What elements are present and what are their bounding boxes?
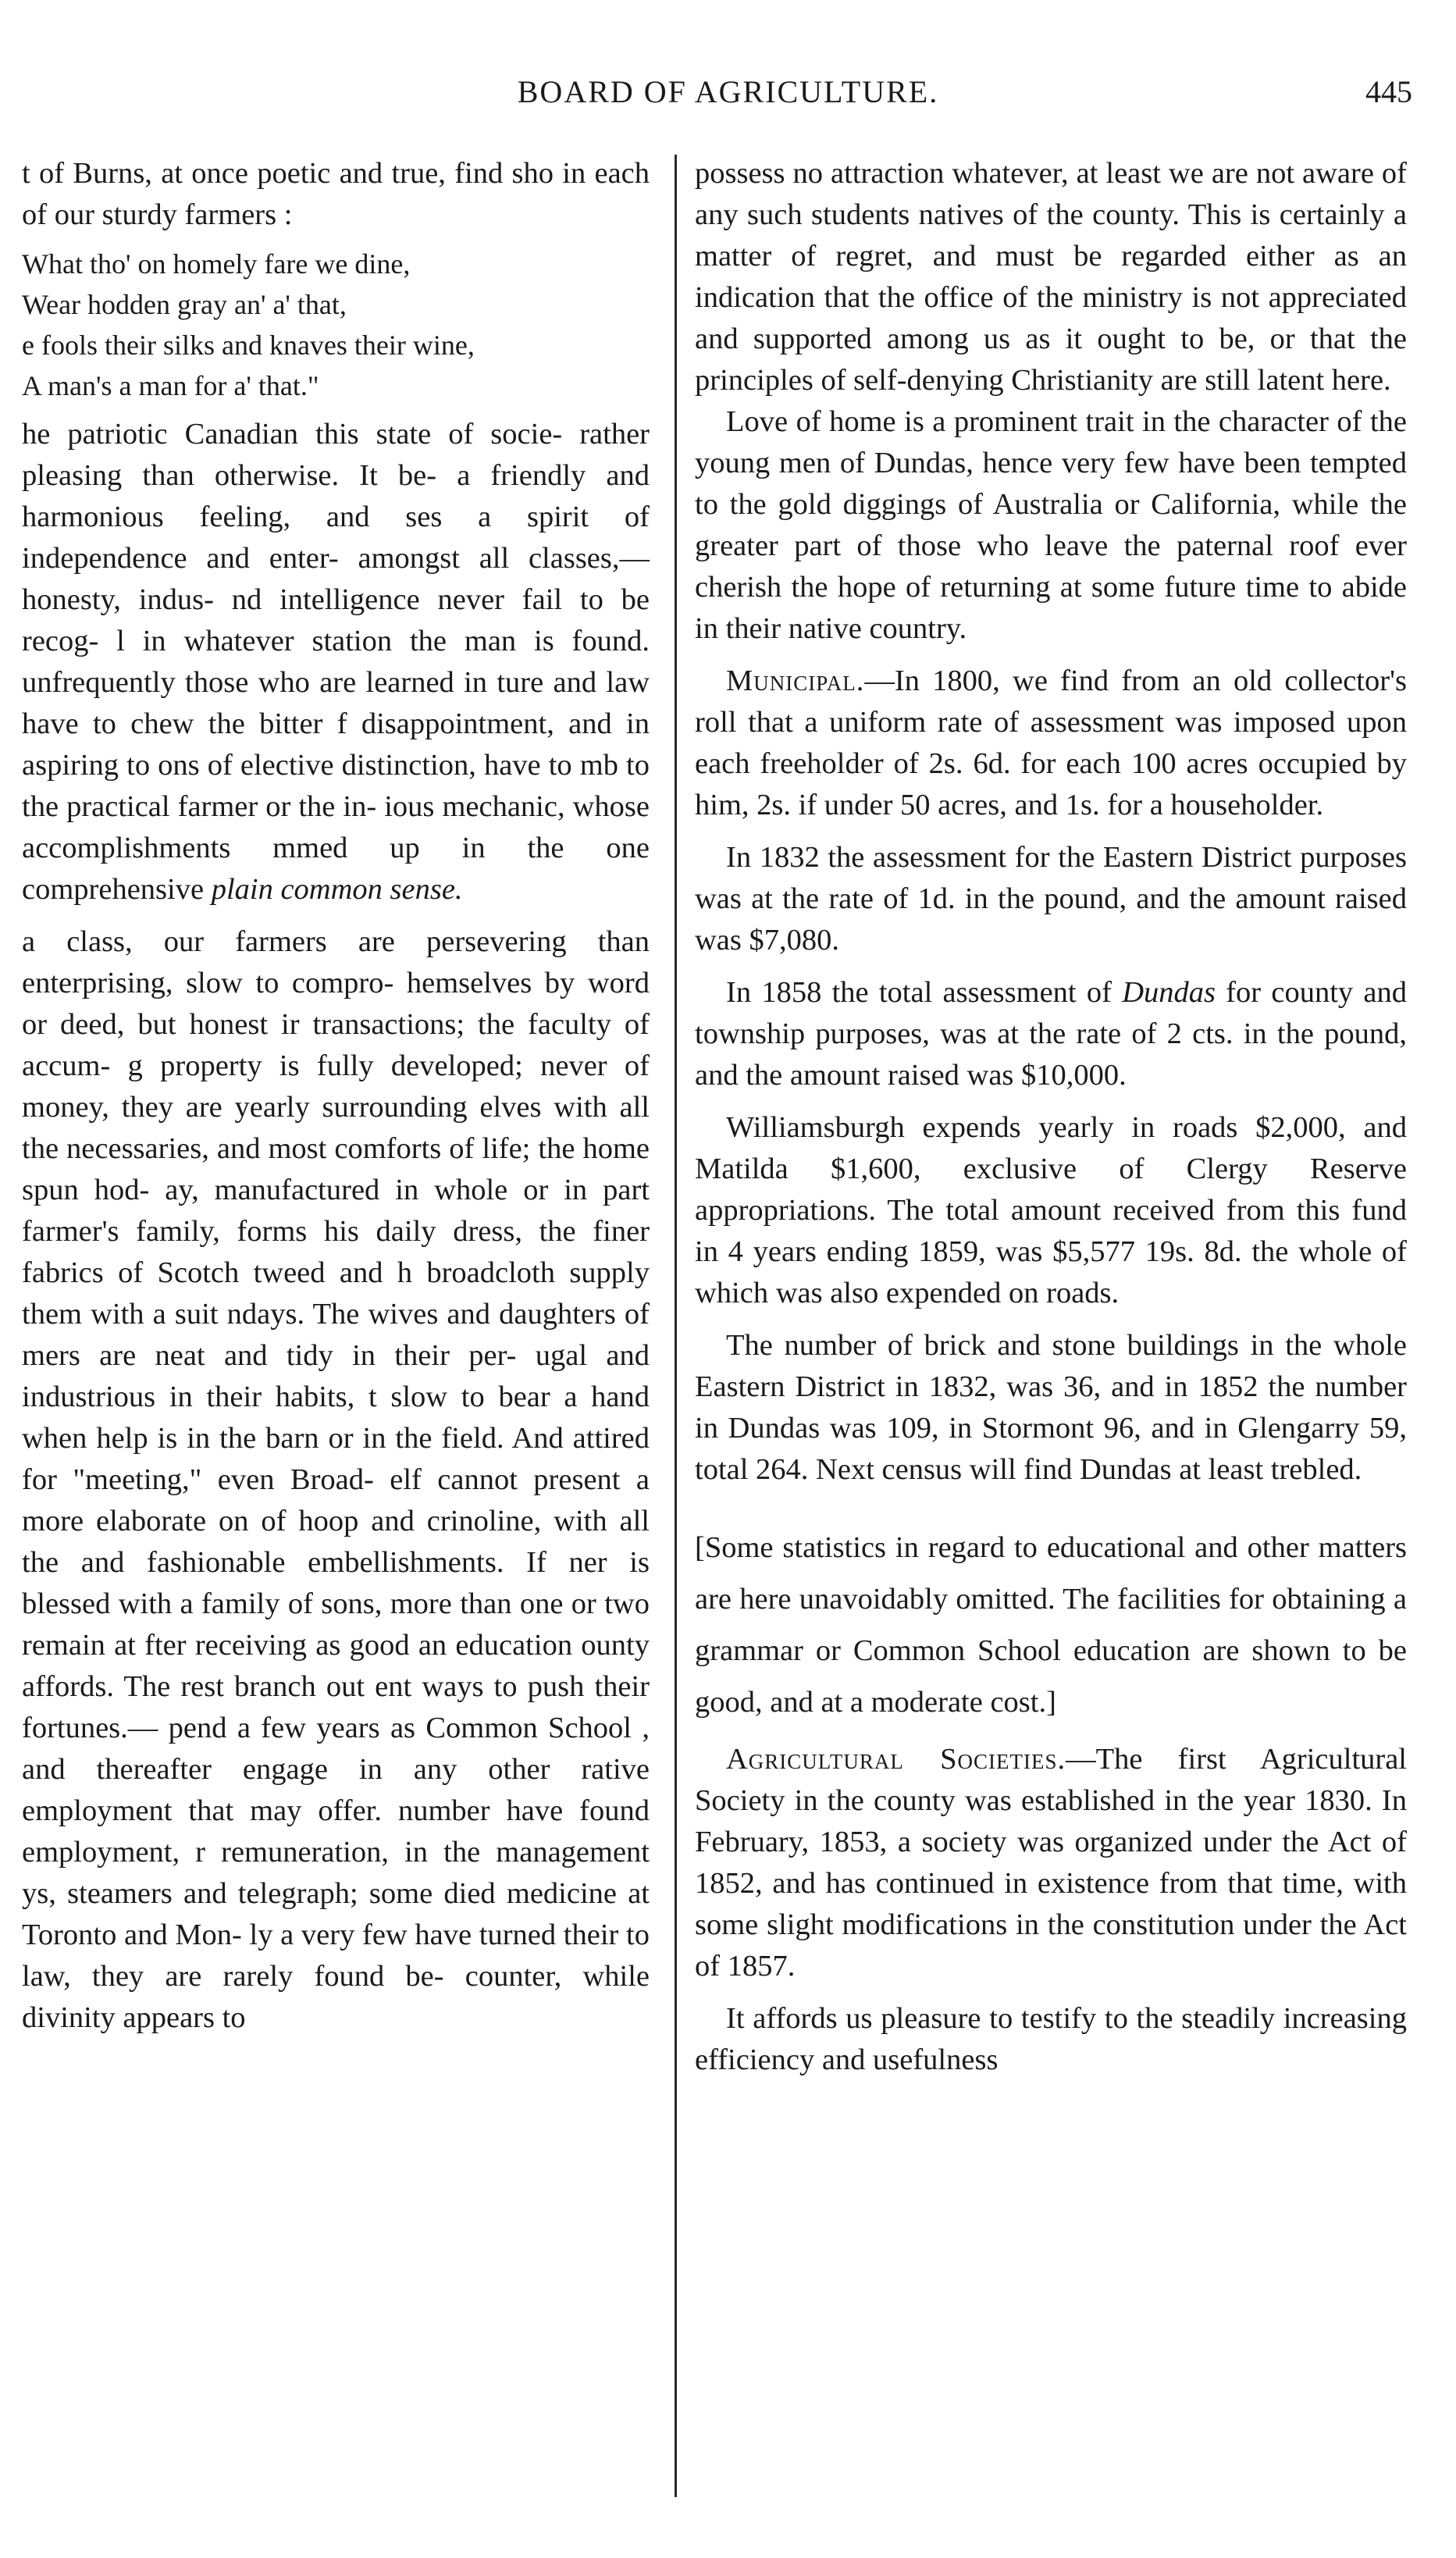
right-paragraph-1: possess no attraction whatever, at least we are not aware of any such students natives of the county. This is certainly a matter of regret, and must be regarded either as an indication that the office of the ministry is not appreciated and supported among us as it ought to be, or that the principles of self-denying Christianity are still latent here. [695,157,1407,397]
right-paragraph-7: The number of brick and stone buildings in the whole Eastern District in 1832, was 36, and in 1852 the number in Dundas was 109, in Stormont 96, and in Glengarry 59, total 264. Next census will find Dundas at least trebled. [695,1329,1407,1486]
left-paragraph-1: t of Burns, at once poetic and true, find sho in each of our sturdy farmers : [22,157,650,231]
running-title: BOARD OF AGRICULTURE. [517,74,939,109]
right-paragraph-5 [695,972,1407,1096]
column-divider [675,155,677,2497]
page-number: 445 [1365,74,1412,109]
verse-line-2: Wear hodden gray an' a' that, [22,289,347,320]
left-paragraph-3: a class, our farmers are persevering than enterprising, slow to compro- hemselves by word or deed, but honest ir transactions; the faculty of accum- g property is fully developed; never of money, they are yearly surrounding elves with all the necessaries, and most comforts of life; the home spun hod- ay, manufactured in whole or in part farmer's family, forms his daily dress, the finer fabrics of Scotch tweed and h broadcloth supply them with a suit ndays. The wives and daughters of mers are neat and tidy in their per- ugal and industrious in their habits, t slow to bear a hand when help is in the barn or in the field. And attired for "meeting," even Broad- elf cannot present a more elaborate on of hoop and crinoline, with all the and fashionable embellishments. If ner is blessed with a family of sons, more than one or two remain at fter receiving as good an education ounty affords. The rest branch out ent ways to push their fortunes.— pend a few years as Common School , and thereafter engage in any other rative employment that may offer. number have found employment, r remuneration, in the management ys, steamers and telegraph; some died medicine at Toronto and Mon- ly a very few have turned their to law, they are rarely found be- counter, while divinity appears to [22,925,650,2034]
verse-line-1: What tho' on homely fare we dine, [22,248,411,280]
right-paragraph-2: Love of home is a prominent trait in the character of the young men of Dundas, hence very few have been tempted to the gold diggings of Australia or California, while the greater part of those who leave the paternal roof ever cherish the hope of returning at some future time to abide in their native country. [695,405,1407,645]
municipal-heading: Municipal. [726,664,865,697]
right-paragraph-5-italic: Dundas [1122,976,1216,1009]
verse-quotation [22,244,650,406]
page-header [0,69,1456,116]
right-paragraph-3 [695,661,1407,826]
verse-line-4: A man's a man for a' that." [22,370,319,401]
left-paragraph-2-text: he patriotic Canadian this state of socie- rather pleasing than otherwise. It be- a friendly and harmonious feeling, and ses a spirit of independence and enter- amongst all classes,—honesty, indus- nd intelligence never fail to be recog- l in whatever station the man is found. unfrequently those who are learned in ture and law have to chew the bitter f disappointment, and in aspiring to ons of elective distinction, have to mb to the practical farmer or the in- ious mechanic, whose accomplishments mmed up in the one comprehensive [22,418,650,906]
agricultural-societies-heading: Agricultural Societies. [726,1743,1066,1776]
left-paragraph-2-italic: plain common sense. [211,873,463,906]
left-column [0,153,664,2039]
verse-line-3: e fools their silks and knaves their wine, [22,330,475,361]
right-paragraph-4: In 1832 the assessment for the Eastern District purposes was at the rate of 1d. in the pound, and the amount raised was $7,080. [695,841,1407,957]
right-paragraph-10: It affords us pleasure to testify to the steadily increasing efficiency and usefulness [695,2002,1407,2076]
right-paragraph-3-text: —In 1800, we find from an old collector's roll that a uniform rate of assessment was imposed upon each freeholder of 2s. 6d. for each 100 acres occupied by him, 2s. if under 50 acres, and 1s. for a householder. [695,664,1407,821]
right-column [684,153,1415,2081]
right-paragraph-5-text-b: for county and township purposes, was at the rate of 2 cts. in the pound, and the amount raised was $10,000. [695,976,1407,1092]
right-paragraph-9 [695,1739,1407,1987]
left-paragraph-2 [22,414,650,910]
right-paragraph-6: Williamsburgh expends yearly in roads $2,000, and Matilda $1,600, exclusive of Clergy Reserve appropriations. The total amount received from this fund in 4 years ending 1859, was $5,577 19s. 8d. the whole of which was also expended on roads. [695,1111,1407,1309]
right-paragraph-5-text-a: In 1858 the total assessment of [726,976,1123,1009]
right-paragraph-9-text: —The first Agricultural Society in the county was established in the year 1830. In February, 1853, a society was organized under the Act of 1852, and has continued in existence from that time, with some slight modifications in the constitution under the Act of 1857. [695,1743,1407,1983]
editorial-note: [Some statistics in regard to educational and other matters are here unavoidably omitted. The facilities for obtaining a grammar or Common School education are shown to be good, and at a moderate cost.] [695,1531,1407,1719]
